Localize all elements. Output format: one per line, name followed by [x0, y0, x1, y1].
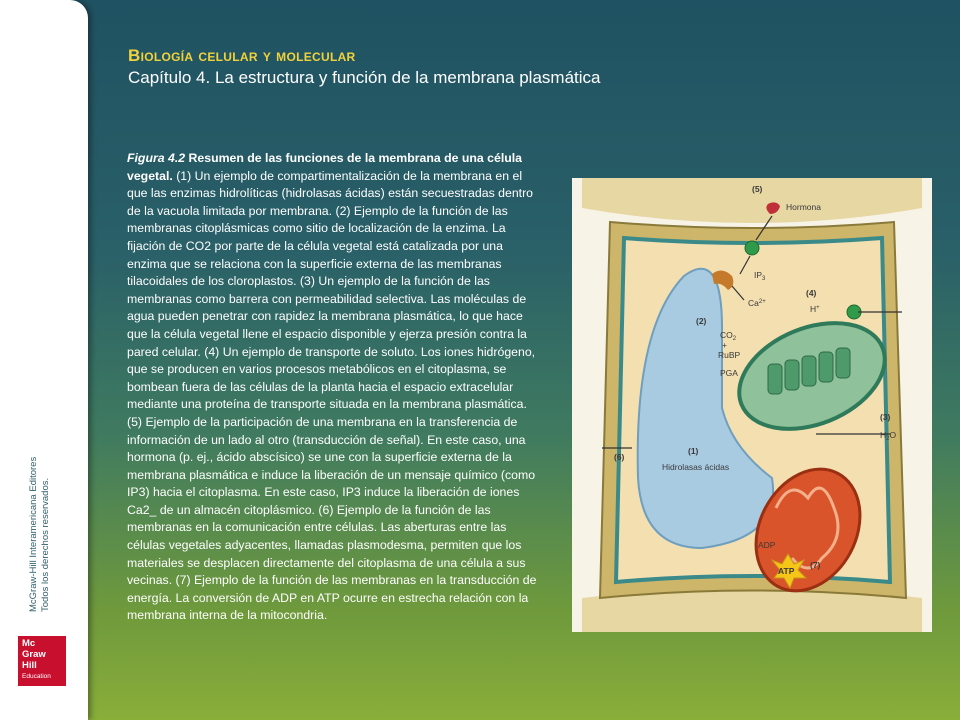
ip3-sub: 3 [762, 276, 766, 282]
caption-lead-text: Resumen de las funciones de la membrana de una célula vegetal. [127, 151, 523, 183]
credit-publisher: McGraw-Hill Interamericana Editores [28, 456, 39, 612]
label-2: (2) [696, 316, 707, 326]
logo-line-1: Mc [22, 638, 36, 649]
co2-sub: 2 [732, 336, 737, 342]
page-subtitle: Capítulo 4. La estructura y función de la membrana plasmática [128, 68, 601, 87]
label-7: (7) [810, 560, 821, 570]
plant-cell-figure [572, 178, 932, 632]
h2o-h: H [880, 430, 887, 440]
h2o-o: O [889, 430, 897, 440]
label-1: (1) [688, 446, 699, 456]
ca-text: Ca [748, 298, 759, 308]
figure-caption [127, 150, 541, 625]
co2-text: CO [720, 330, 733, 340]
copyright-credit [28, 457, 52, 612]
label-plus: + [722, 340, 727, 350]
ca-sup: 2+ [758, 299, 766, 305]
label-adp: ADP [758, 540, 776, 550]
plant-cell-diagram [572, 178, 932, 632]
caption-body: (1) Un ejemplo de compartimentalización de la membrana en el que las enzimas hidrolíticas (hidrolasas ácidas) están secuestradas dentro de la vacuola limitada por membrana. (2) Ejemplo de la función de las membranas citoplásmicas como sitio de localización de la enzima. La fijación de CO2 por parte de la célula vegetal está catalizada por una enzima que se relaciona con la superficie externa de las membranas tilacoidales de los cloroplastos. (3) Un ejemplo de la función de las membranas como barrera con permeabilidad selectiva. Las moléculas de agua pueden penetrar con rapidez la membrana plasmática, lo que hace que la célula vegetal llene el espacio disponible y ejerza presión contra la pared celular. (4) Un ejemplo de transporte de soluto. Los iones hidrógeno, que se producen en varios procesos metabólicos en el citoplasma, se bombean fuera de las células de la planta hacia el espacio extracelular mediante una proteína de transporte situada en la membrana plasmática. (5) Ejemplo de la participación de una membrana en la transferencia de información de un lado al otro (transducción de señal). En este caso, una hormona (p. ej., ácido abscísico) se une con la superficie externa de la membrana plasmática e induce la liberación de un mensaje químico (como IP3) hacia el citoplasma. En este caso, IP3 induce la liberación de iones Ca2_ de un almacén citoplásmico. (6) Ejemplo de la función de las membranas en la comunicación entre células. Las aberturas entre las células vegetales adyacentes, llamadas plasmodesma, permiten que los materiales se desplacen directamente del citoplasma de una célula a sus vecinas. (7) Ejemplo de la función de las membranas en la transducción de energía. La conversión de ADP en ATP ocurre en estrecha relación con la membrana interna de la mitocondria. [127, 168, 537, 623]
logo-line-3: Hill [22, 660, 37, 671]
mcgraw-hill-logo [18, 636, 66, 686]
label-5: (5) [752, 184, 763, 194]
page-title: Biología celular y molecular [128, 46, 356, 65]
sidebar [0, 0, 88, 720]
label-6: (6) [614, 452, 625, 462]
label-3: (3) [880, 412, 891, 422]
label-rubp: RuBP [718, 350, 741, 360]
label-pga: PGA [720, 368, 738, 378]
h-sup: + [816, 305, 820, 311]
h2o-sub: 2 [886, 436, 890, 442]
caption-figure-label: Figura 4.2 [127, 151, 186, 165]
h-text: H [810, 304, 817, 314]
label-atp: ATP [778, 566, 795, 576]
credit-rights: Todos los derechos reservados. [40, 477, 51, 612]
label-4: (4) [806, 288, 817, 298]
logo-line-2: Graw [22, 649, 46, 660]
ip3-text: IP [754, 270, 763, 280]
label-hormona: Hormona [786, 202, 821, 212]
logo-education: Education [22, 673, 51, 680]
hormone-receptor [745, 241, 759, 255]
label-hidrolasas: Hidrolasas ácidas [662, 462, 730, 472]
